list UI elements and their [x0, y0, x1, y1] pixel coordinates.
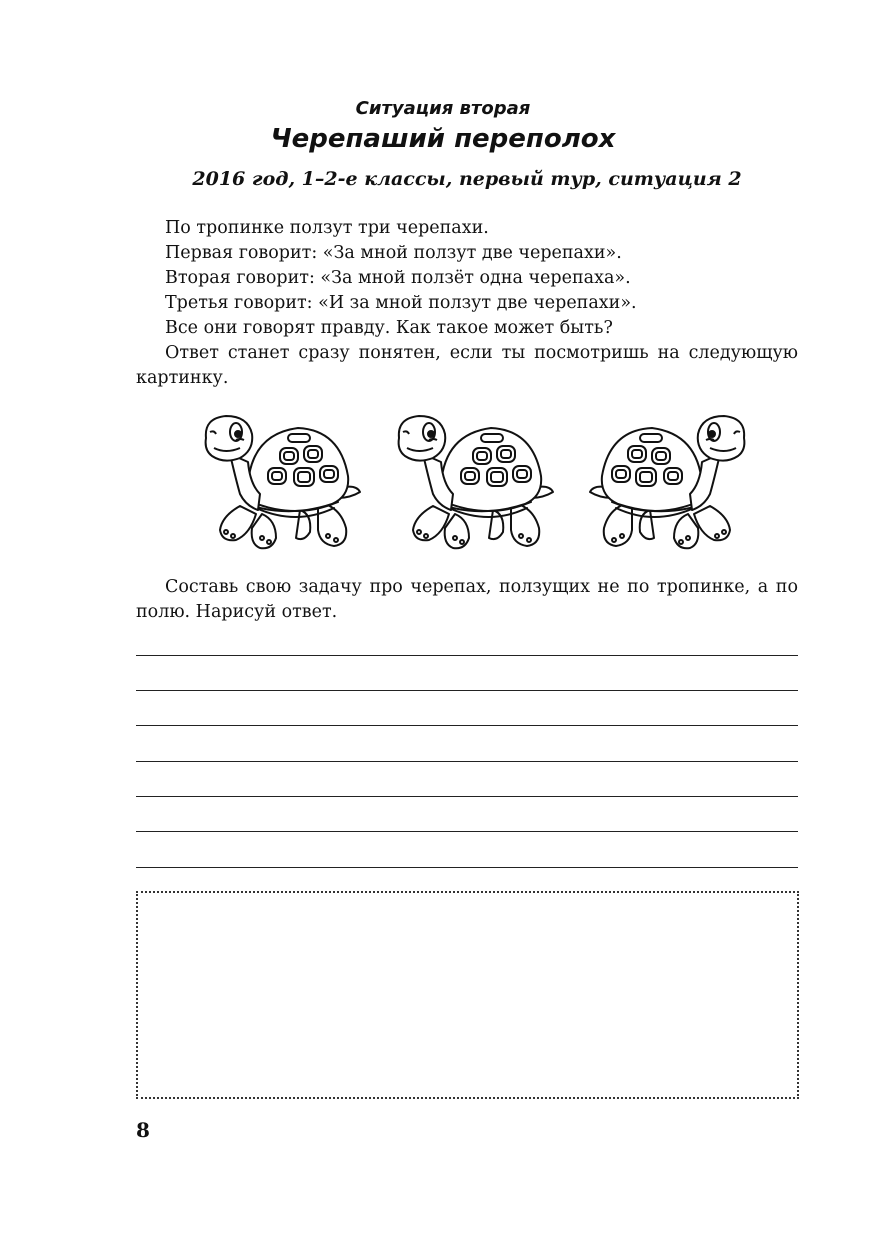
turtle-icon — [393, 410, 555, 558]
problem-source: 2016 год, 1–2-е классы, первый тур, ситуация 2 — [192, 168, 742, 190]
answer-line[interactable] — [136, 761, 798, 762]
task-statement — [136, 575, 798, 625]
page-number: 8 — [136, 1118, 150, 1142]
statement-line: Первая говорит: «За мной ползут две черепахи». — [165, 243, 622, 263]
answer-line[interactable] — [136, 831, 798, 832]
problem-statement — [136, 216, 798, 391]
statement-line: Ответ станет сразу понятен, если ты посмотришь на следующую картинку. — [136, 343, 798, 388]
statement-line: Все они говорят правду. Как такое может быть? — [165, 318, 613, 338]
turtle-icon — [200, 410, 362, 558]
section-kicker: Ситуация вторая — [355, 98, 531, 119]
turtle-icon — [588, 410, 750, 558]
answer-line[interactable] — [136, 655, 798, 656]
page-title: Черепаший переполох — [270, 124, 616, 154]
answer-line[interactable] — [136, 690, 798, 691]
statement-line: Третья говорит: «И за мной ползут две черепахи». — [165, 293, 637, 313]
turtles-illustration — [200, 410, 760, 560]
task-text: Составь свою задачу про черепах, ползущих не по тропинке, а по полю. Нарисуй ответ. — [136, 577, 798, 622]
answer-line[interactable] — [136, 725, 798, 726]
answer-line[interactable] — [136, 867, 798, 868]
answer-line[interactable] — [136, 796, 798, 797]
statement-line: Вторая говорит: «За мной ползёт одна черепаха». — [165, 268, 631, 288]
statement-line: По тропинке ползут три черепахи. — [165, 218, 489, 238]
drawing-area[interactable] — [136, 891, 799, 1099]
